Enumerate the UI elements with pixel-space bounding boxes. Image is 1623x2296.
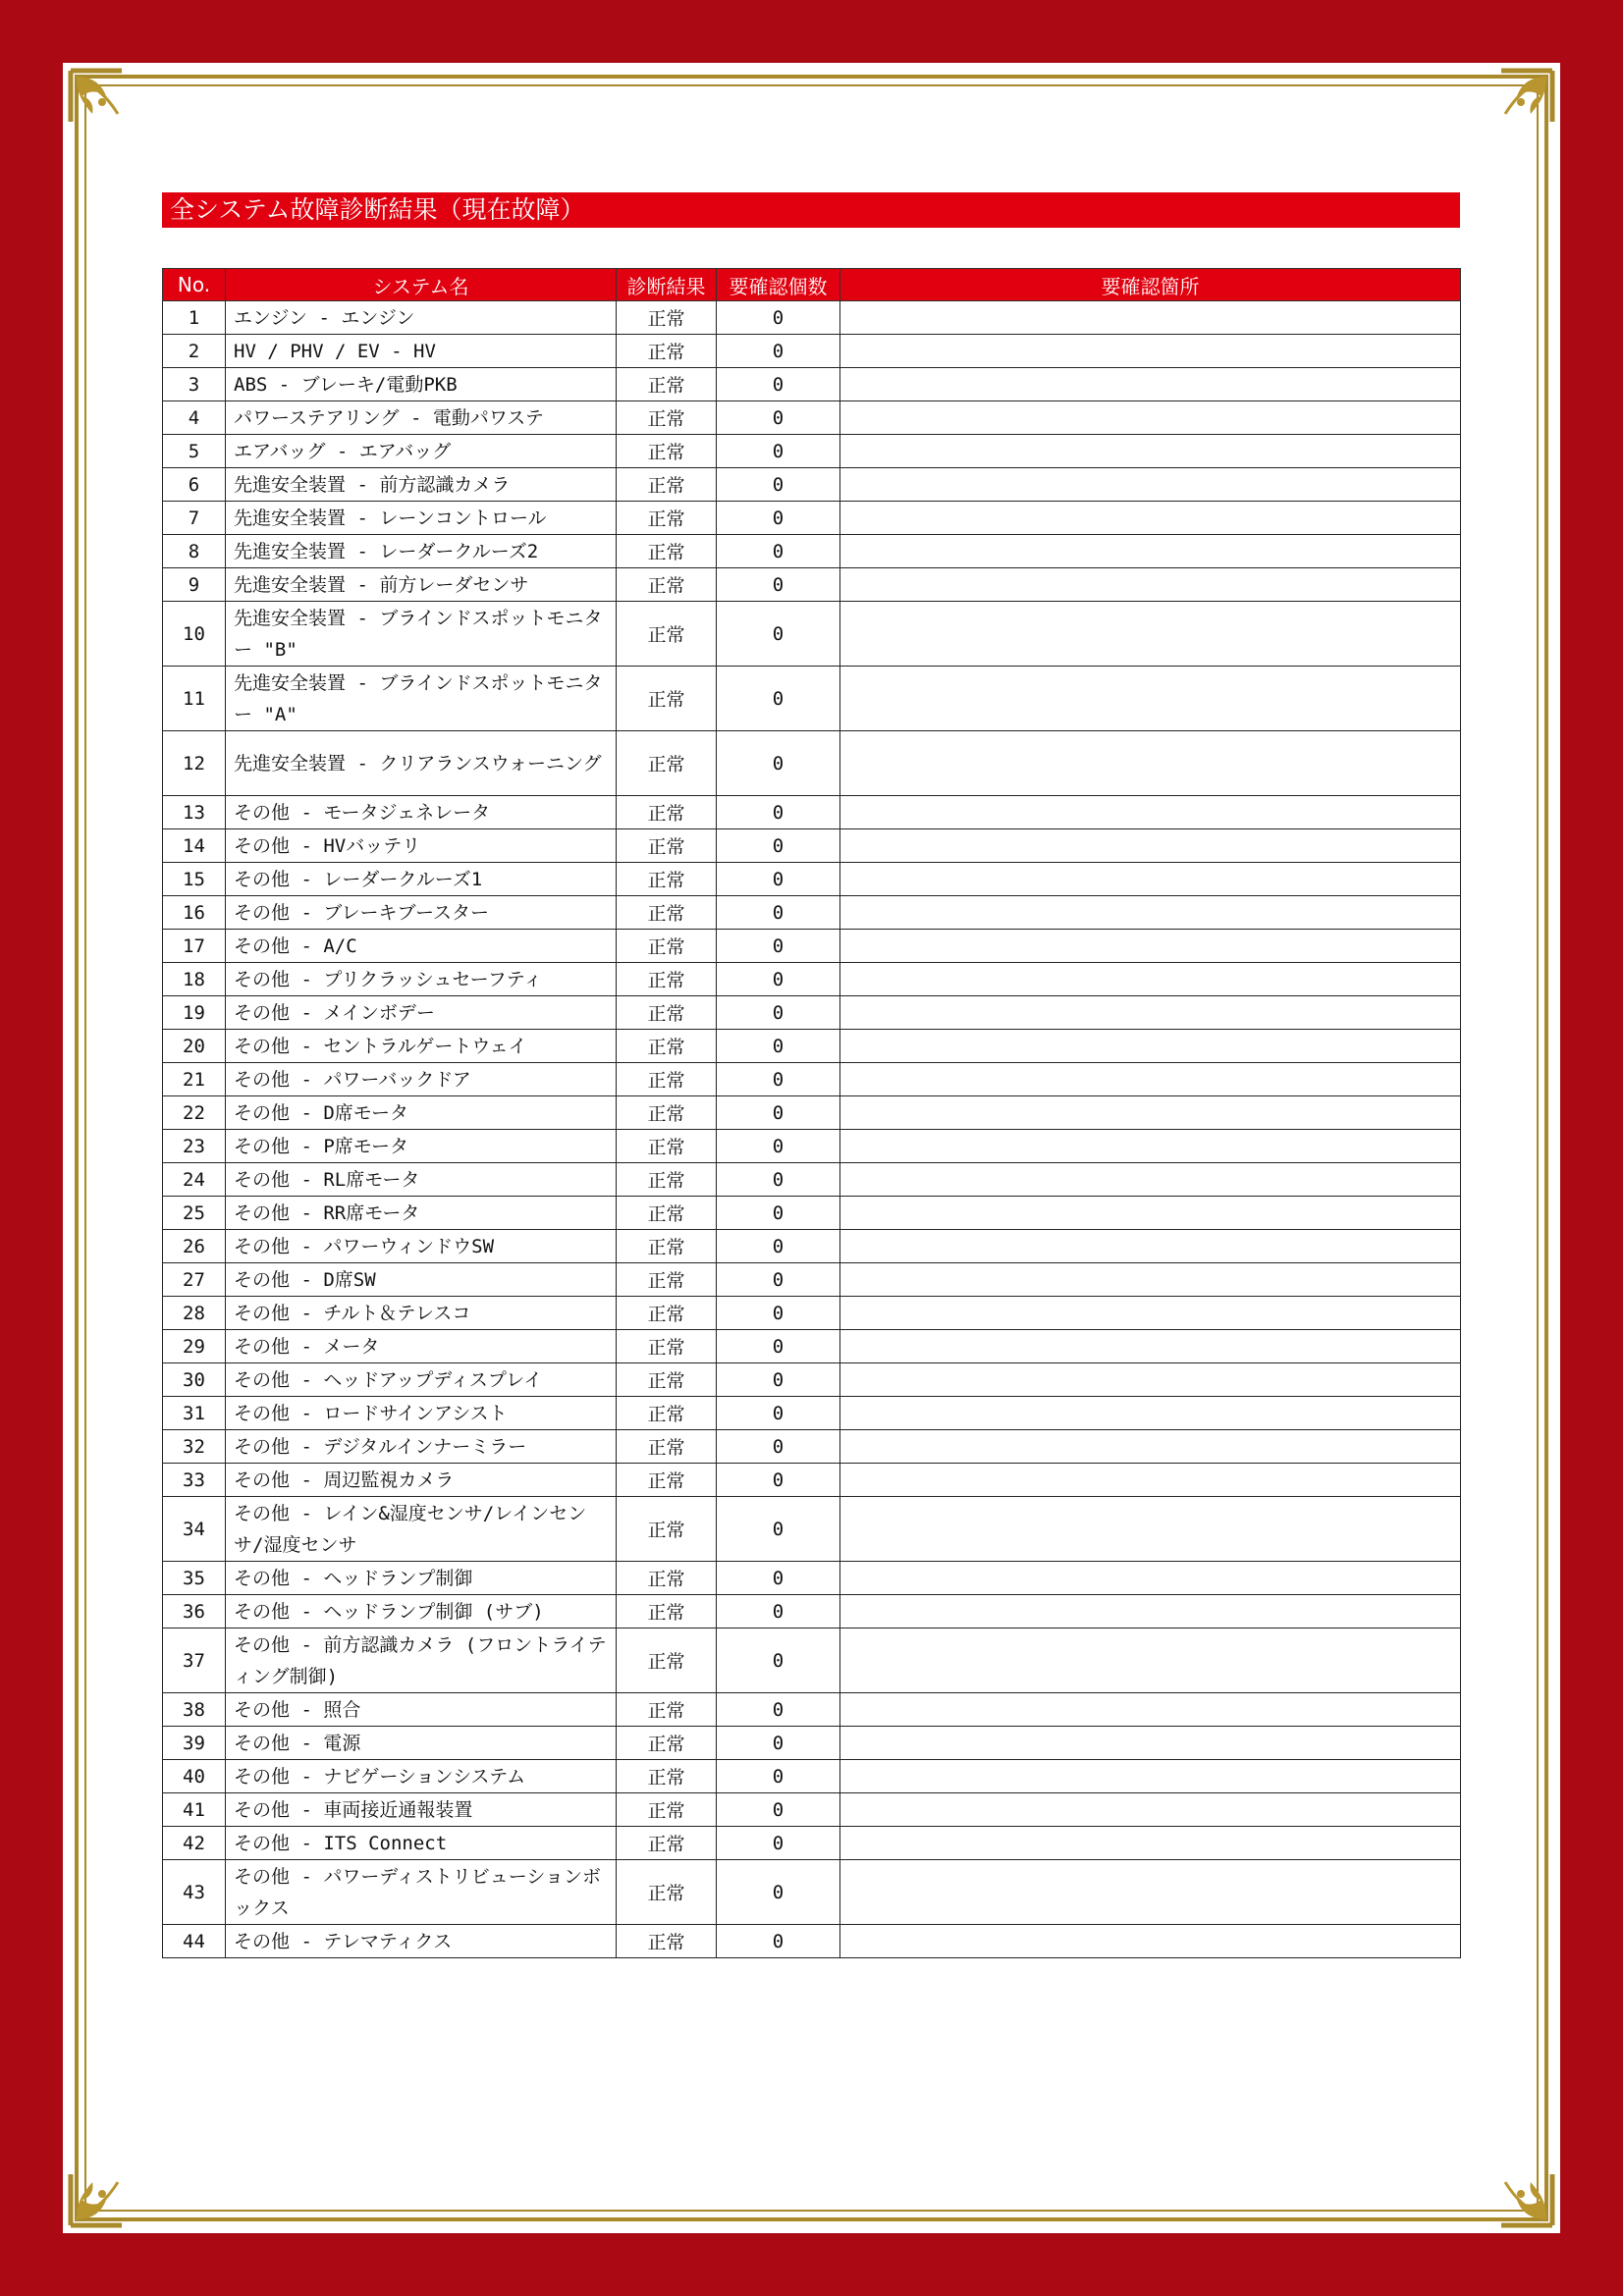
check-count-cell: 0	[717, 1030, 840, 1063]
result-cell: 正常	[617, 1464, 717, 1497]
check-count-cell: 0	[717, 1363, 840, 1397]
system-name-cell: 先進安全装置 - レーダークルーズ2	[226, 535, 617, 568]
check-count-cell: 0	[717, 368, 840, 401]
system-name-cell: その他 - P席モータ	[226, 1130, 617, 1163]
table-row	[163, 1297, 1461, 1330]
table-row	[163, 502, 1461, 535]
system-name-cell: その他 - 電源	[226, 1727, 617, 1760]
table-row	[163, 1925, 1461, 1958]
system-name-cell: その他 - D席モータ	[226, 1096, 617, 1130]
result-cell: 正常	[617, 301, 717, 335]
check-location-cell	[840, 1464, 1461, 1497]
result-cell: 正常	[617, 1925, 717, 1958]
check-count-cell: 0	[717, 1629, 840, 1693]
check-location-cell	[840, 335, 1461, 368]
row-number: 5	[163, 435, 226, 468]
table-row	[163, 1727, 1461, 1760]
table-row	[163, 1163, 1461, 1197]
table-row	[163, 1096, 1461, 1130]
check-count-cell: 0	[717, 1497, 840, 1562]
result-cell: 正常	[617, 1827, 717, 1860]
check-location-cell	[840, 1595, 1461, 1629]
row-number: 29	[163, 1330, 226, 1363]
table-row	[163, 1130, 1461, 1163]
row-number: 8	[163, 535, 226, 568]
check-location-cell	[840, 1297, 1461, 1330]
check-count-cell: 0	[717, 1464, 840, 1497]
check-count-cell: 0	[717, 863, 840, 896]
table-row	[163, 1330, 1461, 1363]
system-name-cell: その他 - ロードサインアシスト	[226, 1397, 617, 1430]
result-cell: 正常	[617, 1760, 717, 1793]
table-row	[163, 1860, 1461, 1925]
check-count-cell: 0	[717, 1925, 840, 1958]
check-count-cell: 0	[717, 963, 840, 996]
system-name-cell: HV / PHV / EV - HV	[226, 335, 617, 368]
table-body	[163, 301, 1461, 1958]
check-location-cell	[840, 1096, 1461, 1130]
system-name-cell: その他 - パワーバックドア	[226, 1063, 617, 1096]
check-location-cell	[840, 1827, 1461, 1860]
result-cell: 正常	[617, 1363, 717, 1397]
row-number: 26	[163, 1230, 226, 1263]
check-location-cell	[840, 1629, 1461, 1693]
check-count-cell: 0	[717, 667, 840, 731]
system-name-cell: 先進安全装置 - 前方レーダセンサ	[226, 568, 617, 602]
table-row	[163, 1464, 1461, 1497]
result-cell: 正常	[617, 1163, 717, 1197]
check-count-cell: 0	[717, 1827, 840, 1860]
system-name-cell: その他 - メータ	[226, 1330, 617, 1363]
check-location-cell	[840, 1760, 1461, 1793]
table-row	[163, 829, 1461, 863]
check-count-cell: 0	[717, 896, 840, 930]
result-cell: 正常	[617, 829, 717, 863]
result-cell: 正常	[617, 796, 717, 829]
system-name-cell: その他 - パワーウィンドウSW	[226, 1230, 617, 1263]
check-count-cell: 0	[717, 1297, 840, 1330]
row-number: 11	[163, 667, 226, 731]
check-location-cell	[840, 468, 1461, 502]
check-count-cell: 0	[717, 568, 840, 602]
row-number: 22	[163, 1096, 226, 1130]
result-cell: 正常	[617, 1562, 717, 1595]
check-count-cell: 0	[717, 930, 840, 963]
header-check-count: 要確認個数	[717, 269, 840, 301]
system-name-cell: その他 - ヘッドランプ制御 (サブ)	[226, 1595, 617, 1629]
check-count-cell: 0	[717, 1595, 840, 1629]
row-number: 24	[163, 1163, 226, 1197]
row-number: 20	[163, 1030, 226, 1063]
check-location-cell	[840, 1197, 1461, 1230]
system-name-cell: その他 - チルト＆テレスコ	[226, 1297, 617, 1330]
check-location-cell	[840, 1163, 1461, 1197]
table-row	[163, 1397, 1461, 1430]
system-name-cell: その他 - HVバッテリ	[226, 829, 617, 863]
system-name-cell: 先進安全装置 - レーンコントロール	[226, 502, 617, 535]
check-count-cell: 0	[717, 1263, 840, 1297]
row-number: 43	[163, 1860, 226, 1925]
result-cell: 正常	[617, 1297, 717, 1330]
result-cell: 正常	[617, 602, 717, 667]
result-cell: 正常	[617, 1629, 717, 1693]
system-name-cell: その他 - 前方認識カメラ (フロントライティング制御)	[226, 1629, 617, 1693]
system-name-cell: その他 - レーダークルーズ1	[226, 863, 617, 896]
check-location-cell	[840, 1030, 1461, 1063]
system-name-cell: その他 - パワーディストリビューションボックス	[226, 1860, 617, 1925]
table-row	[163, 602, 1461, 667]
row-number: 16	[163, 896, 226, 930]
row-number: 35	[163, 1562, 226, 1595]
check-location-cell	[840, 1793, 1461, 1827]
row-number: 36	[163, 1595, 226, 1629]
check-count-cell: 0	[717, 1860, 840, 1925]
result-cell: 正常	[617, 1860, 717, 1925]
check-location-cell	[840, 1330, 1461, 1363]
header-check-location: 要確認箇所	[840, 269, 1461, 301]
system-name-cell: 先進安全装置 - クリアランスウォーニング	[226, 731, 617, 796]
check-location-cell	[840, 1497, 1461, 1562]
check-count-cell: 0	[717, 1197, 840, 1230]
system-name-cell: その他 - ヘッドアップディスプレイ	[226, 1363, 617, 1397]
check-count-cell: 0	[717, 1562, 840, 1595]
check-count-cell: 0	[717, 1330, 840, 1363]
check-location-cell	[840, 996, 1461, 1030]
table-row	[163, 667, 1461, 731]
check-count-cell: 0	[717, 796, 840, 829]
table-row	[163, 1030, 1461, 1063]
system-name-cell: その他 - モータジェネレータ	[226, 796, 617, 829]
check-count-cell: 0	[717, 1760, 840, 1793]
row-number: 28	[163, 1297, 226, 1330]
result-cell: 正常	[617, 1693, 717, 1727]
check-location-cell	[840, 1693, 1461, 1727]
check-location-cell	[840, 502, 1461, 535]
check-count-cell: 0	[717, 401, 840, 435]
result-cell: 正常	[617, 435, 717, 468]
result-cell: 正常	[617, 468, 717, 502]
table-row	[163, 896, 1461, 930]
check-location-cell	[840, 731, 1461, 796]
result-cell: 正常	[617, 996, 717, 1030]
header-result: 診断結果	[617, 269, 717, 301]
system-name-cell: その他 - D席SW	[226, 1263, 617, 1297]
table-row	[163, 930, 1461, 963]
system-name-cell: その他 - デジタルインナーミラー	[226, 1430, 617, 1464]
report-title: 全システム故障診断結果（現在故障）	[162, 192, 1460, 228]
check-location-cell	[840, 667, 1461, 731]
check-location-cell	[840, 1230, 1461, 1263]
system-name-cell: ABS - ブレーキ/電動PKB	[226, 368, 617, 401]
row-number: 6	[163, 468, 226, 502]
system-name-cell: その他 - A/C	[226, 930, 617, 963]
row-number: 3	[163, 368, 226, 401]
table-row	[163, 1760, 1461, 1793]
row-number: 39	[163, 1727, 226, 1760]
check-count-cell: 0	[717, 1693, 840, 1727]
check-count-cell: 0	[717, 829, 840, 863]
result-cell: 正常	[617, 863, 717, 896]
result-cell: 正常	[617, 731, 717, 796]
result-cell: 正常	[617, 1263, 717, 1297]
system-name-cell: エアバッグ - エアバッグ	[226, 435, 617, 468]
row-number: 32	[163, 1430, 226, 1464]
table-row	[163, 1197, 1461, 1230]
result-cell: 正常	[617, 1030, 717, 1063]
result-cell: 正常	[617, 535, 717, 568]
ornament-corner-icon	[1472, 2145, 1560, 2233]
system-name-cell: その他 - ブレーキブースター	[226, 896, 617, 930]
result-cell: 正常	[617, 1727, 717, 1760]
table-row	[163, 368, 1461, 401]
row-number: 33	[163, 1464, 226, 1497]
check-location-cell	[840, 535, 1461, 568]
check-location-cell	[840, 1727, 1461, 1760]
check-count-cell: 0	[717, 301, 840, 335]
result-cell: 正常	[617, 568, 717, 602]
result-cell: 正常	[617, 1130, 717, 1163]
system-name-cell: エンジン - エンジン	[226, 301, 617, 335]
row-number: 19	[163, 996, 226, 1030]
ornament-corner-icon	[1472, 63, 1560, 151]
row-number: 21	[163, 1063, 226, 1096]
check-location-cell	[840, 796, 1461, 829]
header-no: No.	[163, 269, 226, 301]
row-number: 44	[163, 1925, 226, 1958]
check-location-cell	[840, 401, 1461, 435]
row-number: 41	[163, 1793, 226, 1827]
system-name-cell: 先進安全装置 - 前方認識カメラ	[226, 468, 617, 502]
system-name-cell: その他 - RR席モータ	[226, 1197, 617, 1230]
system-name-cell: その他 - 照合	[226, 1693, 617, 1727]
check-count-cell: 0	[717, 731, 840, 796]
result-cell: 正常	[617, 896, 717, 930]
row-number: 23	[163, 1130, 226, 1163]
system-name-cell: その他 - メインボデー	[226, 996, 617, 1030]
check-count-cell: 0	[717, 1727, 840, 1760]
result-cell: 正常	[617, 502, 717, 535]
table-row	[163, 963, 1461, 996]
table-row	[163, 1497, 1461, 1562]
check-location-cell	[840, 1363, 1461, 1397]
row-number: 15	[163, 863, 226, 896]
check-location-cell	[840, 1860, 1461, 1925]
row-number: 30	[163, 1363, 226, 1397]
row-number: 1	[163, 301, 226, 335]
table-row	[163, 1827, 1461, 1860]
row-number: 7	[163, 502, 226, 535]
table-row	[163, 1629, 1461, 1693]
check-location-cell	[840, 829, 1461, 863]
check-count-cell: 0	[717, 1397, 840, 1430]
system-name-cell: その他 - 周辺監視カメラ	[226, 1464, 617, 1497]
table-row	[163, 863, 1461, 896]
result-cell: 正常	[617, 401, 717, 435]
row-number: 12	[163, 731, 226, 796]
row-number: 37	[163, 1629, 226, 1693]
system-name-cell: その他 - RL席モータ	[226, 1163, 617, 1197]
check-location-cell	[840, 368, 1461, 401]
result-cell: 正常	[617, 930, 717, 963]
row-number: 9	[163, 568, 226, 602]
check-count-cell: 0	[717, 602, 840, 667]
check-location-cell	[840, 435, 1461, 468]
table-header-row	[163, 269, 1461, 301]
row-number: 13	[163, 796, 226, 829]
check-location-cell	[840, 568, 1461, 602]
row-number: 2	[163, 335, 226, 368]
check-location-cell	[840, 1925, 1461, 1958]
check-location-cell	[840, 1397, 1461, 1430]
table-row	[163, 468, 1461, 502]
table-row	[163, 568, 1461, 602]
check-count-cell: 0	[717, 435, 840, 468]
check-count-cell: 0	[717, 502, 840, 535]
system-name-cell: その他 - ヘッドランプ制御	[226, 1562, 617, 1595]
table-row	[163, 1562, 1461, 1595]
row-number: 27	[163, 1263, 226, 1297]
row-number: 17	[163, 930, 226, 963]
system-name-cell: その他 - プリクラッシュセーフティ	[226, 963, 617, 996]
header-system-name: システム名	[226, 269, 617, 301]
system-name-cell: その他 - テレマティクス	[226, 1925, 617, 1958]
table-row	[163, 796, 1461, 829]
system-name-cell: その他 - ITS Connect	[226, 1827, 617, 1860]
check-location-cell	[840, 301, 1461, 335]
check-location-cell	[840, 896, 1461, 930]
check-location-cell	[840, 602, 1461, 667]
table-row	[163, 731, 1461, 796]
ornament-corner-icon	[63, 2145, 151, 2233]
table-row	[163, 535, 1461, 568]
ornament-corner-icon	[63, 63, 151, 151]
check-count-cell: 0	[717, 468, 840, 502]
check-count-cell: 0	[717, 335, 840, 368]
check-location-cell	[840, 930, 1461, 963]
system-name-cell: その他 - レイン&湿度センサ/レインセンサ/湿度センサ	[226, 1497, 617, 1562]
row-number: 10	[163, 602, 226, 667]
result-cell: 正常	[617, 1595, 717, 1629]
system-name-cell: その他 - ナビゲーションシステム	[226, 1760, 617, 1793]
system-name-cell: 先進安全装置 - ブラインドスポットモニター "A"	[226, 667, 617, 731]
table-row	[163, 435, 1461, 468]
row-number: 4	[163, 401, 226, 435]
row-number: 31	[163, 1397, 226, 1430]
check-location-cell	[840, 1430, 1461, 1464]
result-cell: 正常	[617, 667, 717, 731]
row-number: 18	[163, 963, 226, 996]
table-row	[163, 401, 1461, 435]
system-name-cell: 先進安全装置 - ブラインドスポットモニター "B"	[226, 602, 617, 667]
table-row	[163, 301, 1461, 335]
table-row	[163, 1230, 1461, 1263]
check-count-cell: 0	[717, 1130, 840, 1163]
check-count-cell: 0	[717, 1096, 840, 1130]
check-location-cell	[840, 1562, 1461, 1595]
result-cell: 正常	[617, 1096, 717, 1130]
result-cell: 正常	[617, 1497, 717, 1562]
row-number: 25	[163, 1197, 226, 1230]
result-cell: 正常	[617, 1063, 717, 1096]
system-name-cell: パワーステアリング - 電動パワステ	[226, 401, 617, 435]
row-number: 14	[163, 829, 226, 863]
table-row	[163, 1693, 1461, 1727]
check-location-cell	[840, 1130, 1461, 1163]
check-count-cell: 0	[717, 535, 840, 568]
check-count-cell: 0	[717, 1430, 840, 1464]
result-cell: 正常	[617, 1793, 717, 1827]
result-cell: 正常	[617, 1330, 717, 1363]
check-count-cell: 0	[717, 1163, 840, 1197]
row-number: 34	[163, 1497, 226, 1562]
result-cell: 正常	[617, 1197, 717, 1230]
result-cell: 正常	[617, 1397, 717, 1430]
table-row	[163, 1063, 1461, 1096]
row-number: 38	[163, 1693, 226, 1727]
table-row	[163, 1263, 1461, 1297]
diagnosis-table	[162, 268, 1461, 1958]
check-location-cell	[840, 1063, 1461, 1096]
table-row	[163, 1430, 1461, 1464]
table-row	[163, 1363, 1461, 1397]
check-count-cell: 0	[717, 1230, 840, 1263]
table-row	[163, 1793, 1461, 1827]
result-cell: 正常	[617, 1230, 717, 1263]
result-cell: 正常	[617, 1430, 717, 1464]
table-row	[163, 335, 1461, 368]
result-cell: 正常	[617, 963, 717, 996]
table-row	[163, 996, 1461, 1030]
check-count-cell: 0	[717, 1793, 840, 1827]
system-name-cell: その他 - セントラルゲートウェイ	[226, 1030, 617, 1063]
check-location-cell	[840, 1263, 1461, 1297]
check-count-cell: 0	[717, 1063, 840, 1096]
table-row	[163, 1595, 1461, 1629]
row-number: 42	[163, 1827, 226, 1860]
row-number: 40	[163, 1760, 226, 1793]
report-sheet	[63, 63, 1560, 2233]
check-location-cell	[840, 963, 1461, 996]
result-cell: 正常	[617, 335, 717, 368]
check-count-cell: 0	[717, 996, 840, 1030]
check-location-cell	[840, 863, 1461, 896]
system-name-cell: その他 - 車両接近通報装置	[226, 1793, 617, 1827]
result-cell: 正常	[617, 368, 717, 401]
